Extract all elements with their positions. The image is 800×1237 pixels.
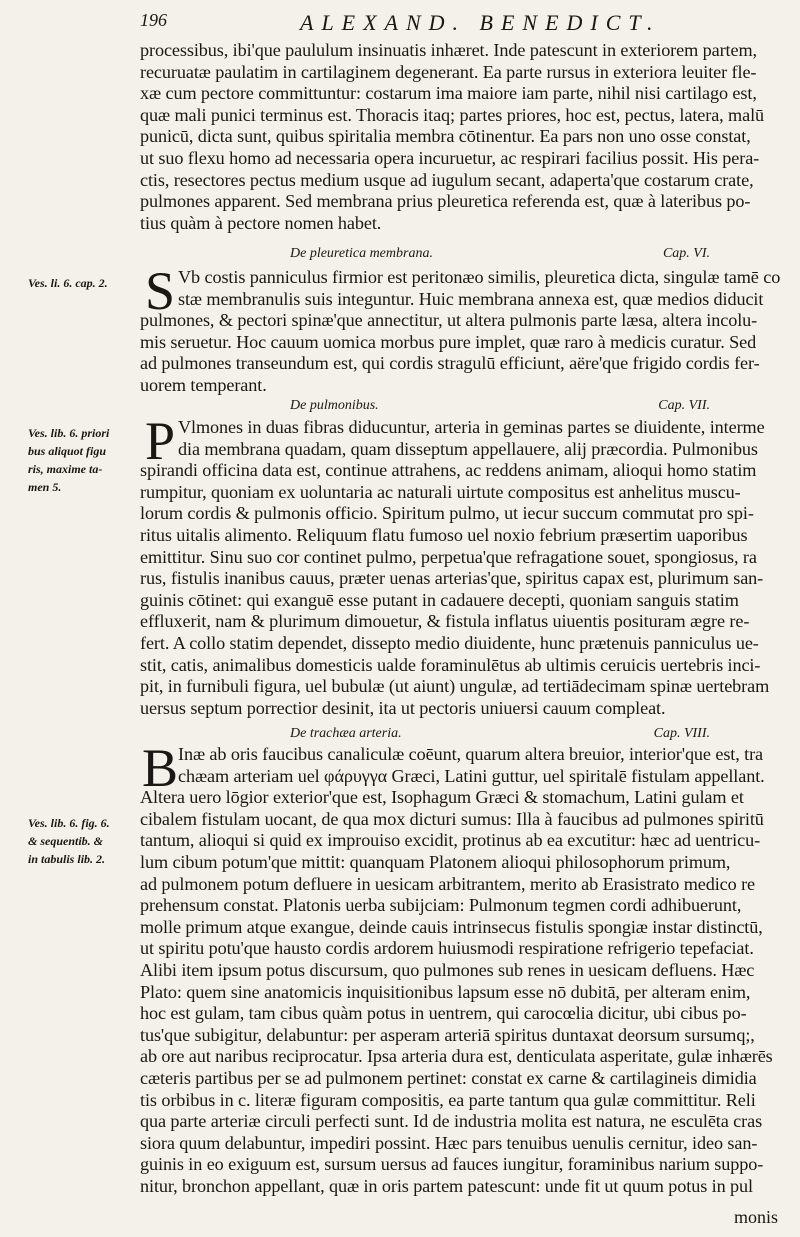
margin-note [28,274,136,292]
text-line: ctis, resectores pectus medium usque ad iugulum secant, adaperta'que costarum crate, [140,169,754,190]
margin-note-line: Ves. lib. 6. priori [28,426,110,440]
text-line: tus'que subigitur, delabuntur: per asperam arteriā spiritus duntaxat deorsum sursumq;, [140,1024,755,1045]
margin-note-line: men 5. [28,480,62,494]
running-title: ALEXAND. BENEDICT. [300,10,661,35]
chapter-heading [140,398,790,418]
text-line: chæam arteriam uel φάρυγγα Græci, Latini guttur, uel spiritalē fistulam appellant. [178,765,765,786]
running-head [140,10,790,36]
text-line: ut suo flexu homo ad necessaria opera incuruetur, ac respirari facilius possit. His pera- [140,147,760,168]
text-line: rumpitur, quoniam ex uoluntaria ac naturali uirtute compositus est anhelitus muscu- [140,481,741,502]
text-line: ut spiritu potu'que hausto cordis ardorem huiusmodi respiratione refrigerio tepefaciat. [140,938,754,959]
text-line: Vb costis panniculus firmior est peritonæo similis, pleuretica dicta, singulæ tamē co [178,267,781,287]
text-line: punicū, dicta sunt, quibus spiritalia membra cōtinentur. Ea pars non uno osse constat, [140,126,751,147]
text-line: dia membrana quadam, quam disseptum appellauere, alij præcordia. Pulmonibus [178,438,758,459]
text-line: processibus, ibi'que paululum insinuatis inhæret. Inde patescunt in exteriorem partem, [140,40,757,60]
text-line: Inæ ab oris faucibus canaliculæ coēunt, quarum altera breuior, interior'que est, tra [178,744,764,764]
margin-note-line: Ves. li. 6. cap. 2. [28,276,108,290]
drop-cap: B [141,738,179,798]
text-line: pit, in furnibuli figura, uel bubulæ (ut aiunt) ungulæ, ad tertiādecimam spinæ uertebram [140,676,770,697]
text-line: uersus septum porrectior desinit, ita ut pectoris uniuersi cauum compleat. [140,697,666,718]
text-line: guinis cōtinet: qui exanguē esse putant in cadauere decepti, quoniam sanguis statim [140,589,739,610]
text-line: ad pulmones transeundum est, qui cordis stragulū efficiunt, aëre'que frigido cordis fer- [140,353,760,374]
text-line: quæ mali punici terminus est. Thoracis itaq; partes priores, hoc est, pectus, latera, malū [140,104,765,125]
text-line: tantum, alioqui si quid ex improuiso excidit, protinus ab ea excutitur: hæc ad uentricu- [140,830,761,851]
text-line: Altera uero lōgior exterior'que est, Isophagum Græci & stomachum, Latini gulam et [140,787,744,808]
text-line: lorum cordis & pulmonis officio. Spiritum pulmo, ut iecur succum commutat pro spi- [140,503,754,524]
text-line: ad pulmonem potum defluere in uesicam arbitrantem, merito ab Erasistrato medico re [140,873,756,894]
text-line: molle primum atque exangue, deinde cauis intrinsecus fistulis spongiæ instar distinctū, [140,916,763,937]
text-line: cibalem fistulam uocant, de qua mox dicturi sumus: Illa à faucibus ad pulmones spiritū [140,808,764,829]
margin-note-line: in tabulis lib. 2. [28,852,106,866]
chapter-title: De pulmonibus. [290,398,379,413]
text-line: mis seruetur. Hoc cauum uomica morbus pure implet, quæ raro à medicis curatur. Sed [140,331,757,352]
text-line: siora quum delabuntur, impediri possint. Hæc pars tenuibus uenulis cernitur, ideo san- [140,1132,758,1153]
text-line: rus, fistulis inanibus cauus, præter uenas arterias'que, spiritus capax est, plurimum san- [140,568,764,589]
text-line: prehensum constat. Platonis uerba subijciam: Pulmonum tegmen cordi adhibuerunt, [140,895,742,916]
chapter-number: Cap. VI. [662,246,710,261]
catchword: monis [733,1207,778,1227]
text-line: qua parte arteriæ circuli perfecti sunt. Id de industria molita est natura, ne esculēta cras [140,1111,763,1132]
text-line: hoc est gulam, tam cibus quàm potus in uentrem, qui carocœlia dicitur, ubi cibus po- [140,1003,747,1024]
text-line: Alibi item ipsum potus discursum, quo pulmones sub renes in uesicam defluens. Hæc [140,959,755,980]
text-line: uorem temperant. [140,374,267,395]
text-line: Vlmones in duas fibras diducuntur, arteria in geminas partes se diuidente, interme [178,417,765,437]
text-line: stit, catis, animalibus domesticis ualde foraminulētus ab ultimis ceruicis uertebris inci- [140,654,761,675]
margin-note [28,814,136,868]
margin-note-line: bus aliquot figu [28,444,107,458]
text-line: ritus uitalis alimento. Reliquum flatu fumoso uel noxio febrium præsertim uaporibus [140,524,748,545]
chapter-title: De pleuretica membrana. [290,246,433,261]
text-line: guinis in eo exiguum est, sursum uersus ad fauces iungitur, foraminibus narium suppo- [140,1154,764,1175]
text-line: pulmones, & pectori spinæ'que annectitur, ut altera pulmonis parte læsa, altera incolu- [140,310,758,331]
margin-note-line: & sequentib. & [28,834,104,848]
text-line: lum cibum potum'que mittit: quanquam Platonem alioqui philosophorum primum, [140,851,731,872]
chapter-number: Cap. VIII. [653,726,710,741]
chapter-number: Cap. VII. [658,398,710,413]
text-line: cæteris partibus per se ad pulmonem pertinet: constat ex carne & cartilagineis dimidia [140,1067,757,1088]
text-line: pulmones apparent. Sed membrana prius pleuretica referenda est, quæ à lateribus po- [140,191,751,212]
chapter-text [140,744,790,1197]
chapter-text [140,267,790,397]
paragraph-intro [140,40,790,234]
text-line: effluxerit, nam & plurimum dimouetur, & fistula inflatus uiuentis posituram ægre re- [140,611,750,632]
text-line: tius quàm à pectore nomen habet. [140,212,382,233]
text-line: xæ cum pectore committuntur: costarum ima maiore iam parte, nihil nisi cartilago est, [140,83,757,104]
text-line: emittitur. Sinu suo cor continet pulmo, perpetua'que refragatione souet, spongiosus, ra [140,546,757,567]
text-line: fert. A collo statim dependet, dissepto medio diuidente, hunc prætenuis panniculus ue- [140,632,759,653]
margin-note-line: Ves. lib. 6. fig. 6. [28,816,110,830]
chapter-heading [140,246,790,266]
text-line: nitur, bronchon appellant, quæ in oris partem patescunt: unde fit ut quum potus in pul [140,1175,753,1196]
text-line: recuruatæ paulatim in cartilaginem degenerant. Ea parte rursus in exteriora leuiter fle- [140,61,757,82]
text-line: ab ore aut naribus reciprocatur. Ipsa arteria dura est, denticulata asperitate, gulæ inhærēs [140,1046,773,1067]
drop-cap: P [144,411,176,471]
text-line: Plato: quem sine anatomicis inquisitionibus lapsum esse nō dubitā, per alteram enim, [140,981,751,1002]
text-line: stæ membranulis suis integuntur. Huic membrana annexa est, quæ medios diducit [178,288,764,309]
margin-note-line: ris, maxime ta- [28,462,103,476]
chapter-text [140,417,790,719]
text-line: tis orbibus in c. literæ figuram compositis, ea parte tantum qua gulæ committitur. Reli [140,1089,756,1110]
margin-note [28,424,136,496]
drop-cap: S [144,261,176,321]
text-line: spirandi officina data est, continue attrahens, ac reddens animam, alioqui homo statim [140,460,757,481]
chapter-heading [140,726,790,746]
page-number: 196 [140,10,167,30]
chapter-title: De trachæa arteria. [290,726,402,741]
